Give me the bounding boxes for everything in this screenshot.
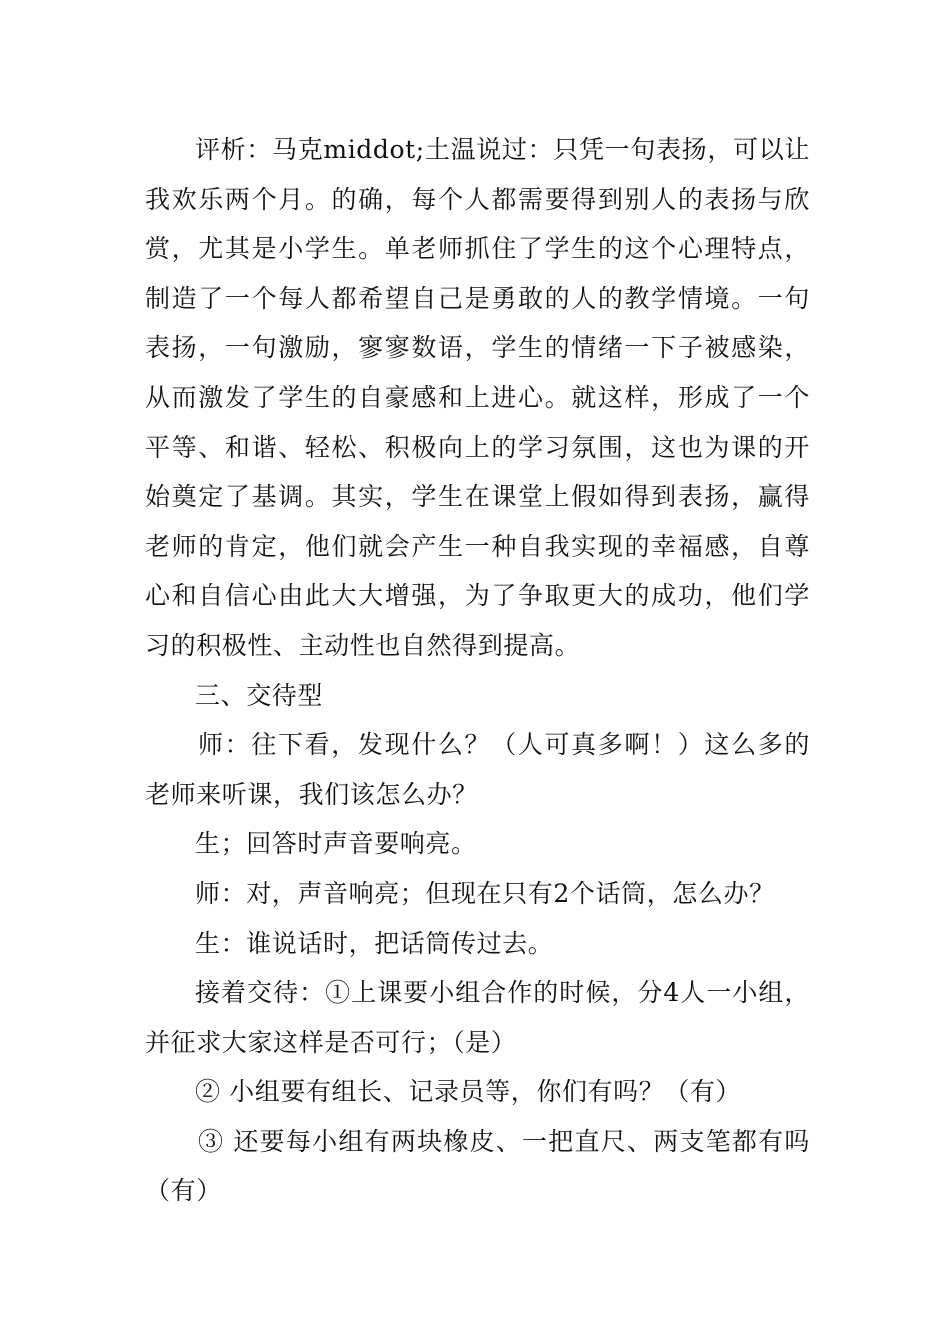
paragraph-student-answer-1: 生；回答时声音要响亮。 [195,829,477,859]
paragraph-teacher-question: 师：往下看，发现什么？（人可真多啊！）这么多的老师来听课，我们该怎么办？ [145,730,810,809]
document-body [145,125,810,1216]
section-heading-jiaodai: 三、交待型 [195,680,324,710]
paragraph-instructions: 接着交待：①上课要小组合作的时候，分4人一小组，并征求大家这样是否可行；（是） [145,978,810,1057]
paragraph-student-answer-2: 生：谁说话时，把话筒传过去。 [195,928,554,958]
paragraph-teacher-reply: 师：对，声音响亮；但现在只有2个话筒，怎么办？ [195,878,775,908]
paragraph-commentary: 评析：马克middot;土温说过：只凭一句表扬，可以让我欢乐两个月。的确，每个人都需要得到别人的表扬与欣赏，尤其是小学生。单老师抓住了学生的这个心理特点，制造了一个每人都希望自己是勇敢的人的教学情境。一句表扬，一句激励，寥寥数语，学生的情绪一下子被感染，从而激发了学生的自豪感和上进心。就这样，形成了一个平等、和谐、轻松、积极向上的学习氛围，这也为课的开始奠定了基调。其实，学生在课堂上假如得到表扬，赢得老师的肯定，他们就会产生一种自我实现的幸福感，自尊心和自信心由此大大增强，为了争取更大的成功，他们学习的积极性、主动性也自然得到提高。 [145,135,810,660]
paragraph-item-3: ③ 还要每小组有两块橡皮、一把直尺、两支笔都有吗（有） [145,1126,810,1206]
paragraph-item-2: ② 小组要有组长、记录员等，你们有吗？（有） [195,1077,742,1107]
